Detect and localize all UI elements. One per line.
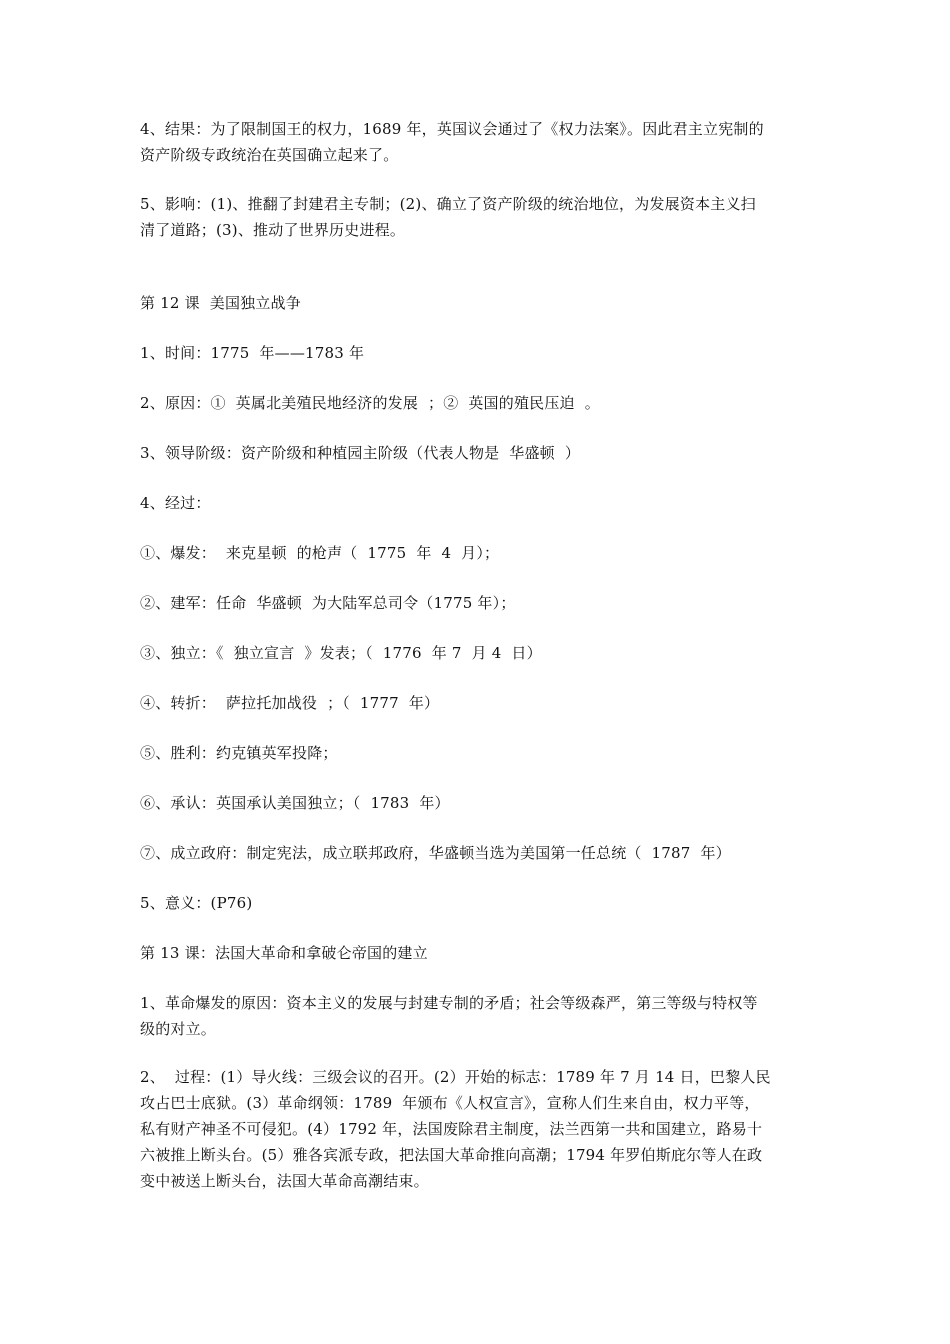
paragraph-impact <box>140 191 820 243</box>
text-line: 2、 过程：(1）导火线：三级会议的召开。(2）开始的标志：1789 年 7 月 14 日，巴黎人民 <box>140 1068 771 1086</box>
lesson-12-time: 1、时间：1775 年——1783 年 <box>140 344 365 362</box>
process-step: ④、转折： 萨拉托加战役 ；（ 1777 年） <box>140 694 440 712</box>
lesson-12-process-heading: 4、经过： <box>140 494 211 512</box>
text-line: 私有财产神圣不可侵犯。(4）1792 年，法国废除君主制度，法兰西第一共和国建立，路易十 <box>140 1120 763 1138</box>
text-line: 5、影响：(1)、推翻了封建君主专制；(2)、确立了资产阶级的统治地位，为发展资本主义扫 <box>140 195 756 213</box>
text-line: 4、结果：为了限制国王的权力，1689 年，英国议会通过了《权力法案》。因此君主立宪制的 <box>140 120 764 138</box>
lesson-13-title: 第 13 课：法国大革命和拿破仑帝国的建立 <box>140 944 428 962</box>
paragraph-result <box>140 116 820 168</box>
text-line: 资产阶级专政统治在英国确立起来了。 <box>140 146 399 164</box>
process-step: ①、爆发： 来克星顿 的枪声（ 1775 年 4 月）； <box>140 544 500 562</box>
lesson-12-title: 第 12 课 美国独立战争 <box>140 294 301 312</box>
process-step: ③、独立：《 独立宣言 》发表；（ 1776 年 7 月 4 日） <box>140 644 542 662</box>
process-step: ②、建军：任命 华盛顿 为大陆军总司令（1775 年）； <box>140 594 516 612</box>
lesson-12-significance: 5、意义：(P76) <box>140 894 253 912</box>
paragraph-revolution-cause <box>140 990 820 1042</box>
text-line: 清了道路；(3)、推动了世界历史进程。 <box>140 221 406 239</box>
process-step: ⑦、成立政府：制定宪法，成立联邦政府，华盛顿当选为美国第一任总统（ 1787 年） <box>140 844 731 862</box>
text-line: 1、革命爆发的原因：资本主义的发展与封建专制的矛盾；社会等级森严，第三等级与特权等 <box>140 994 758 1012</box>
text-line: 六被推上断头台。(5）雅各宾派专政，把法国大革命推向高潮；1794 年罗伯斯庇尔等人在政 <box>140 1146 763 1164</box>
process-step: ⑥、承认：英国承认美国独立；（ 1783 年） <box>140 794 450 812</box>
lesson-12-leaders: 3、领导阶级：资产阶级和种植园主阶级（代表人物是 华盛顿 ） <box>140 444 581 462</box>
text-line: 攻占巴士底狱。(3）革命纲领：1789 年颁布《人权宣言》，宣称人们生来自由，权力平等， <box>140 1094 760 1112</box>
lesson-12-cause: 2、原因：① 英属北美殖民地经济的发展 ；② 英国的殖民压迫 。 <box>140 394 600 412</box>
process-step: ⑤、胜利：约克镇英军投降； <box>140 744 338 762</box>
text-line: 级的对立。 <box>140 1020 217 1038</box>
text-line: 变中被送上断头台，法国大革命高潮结束。 <box>140 1172 429 1190</box>
paragraph-revolution-process <box>140 1064 820 1194</box>
